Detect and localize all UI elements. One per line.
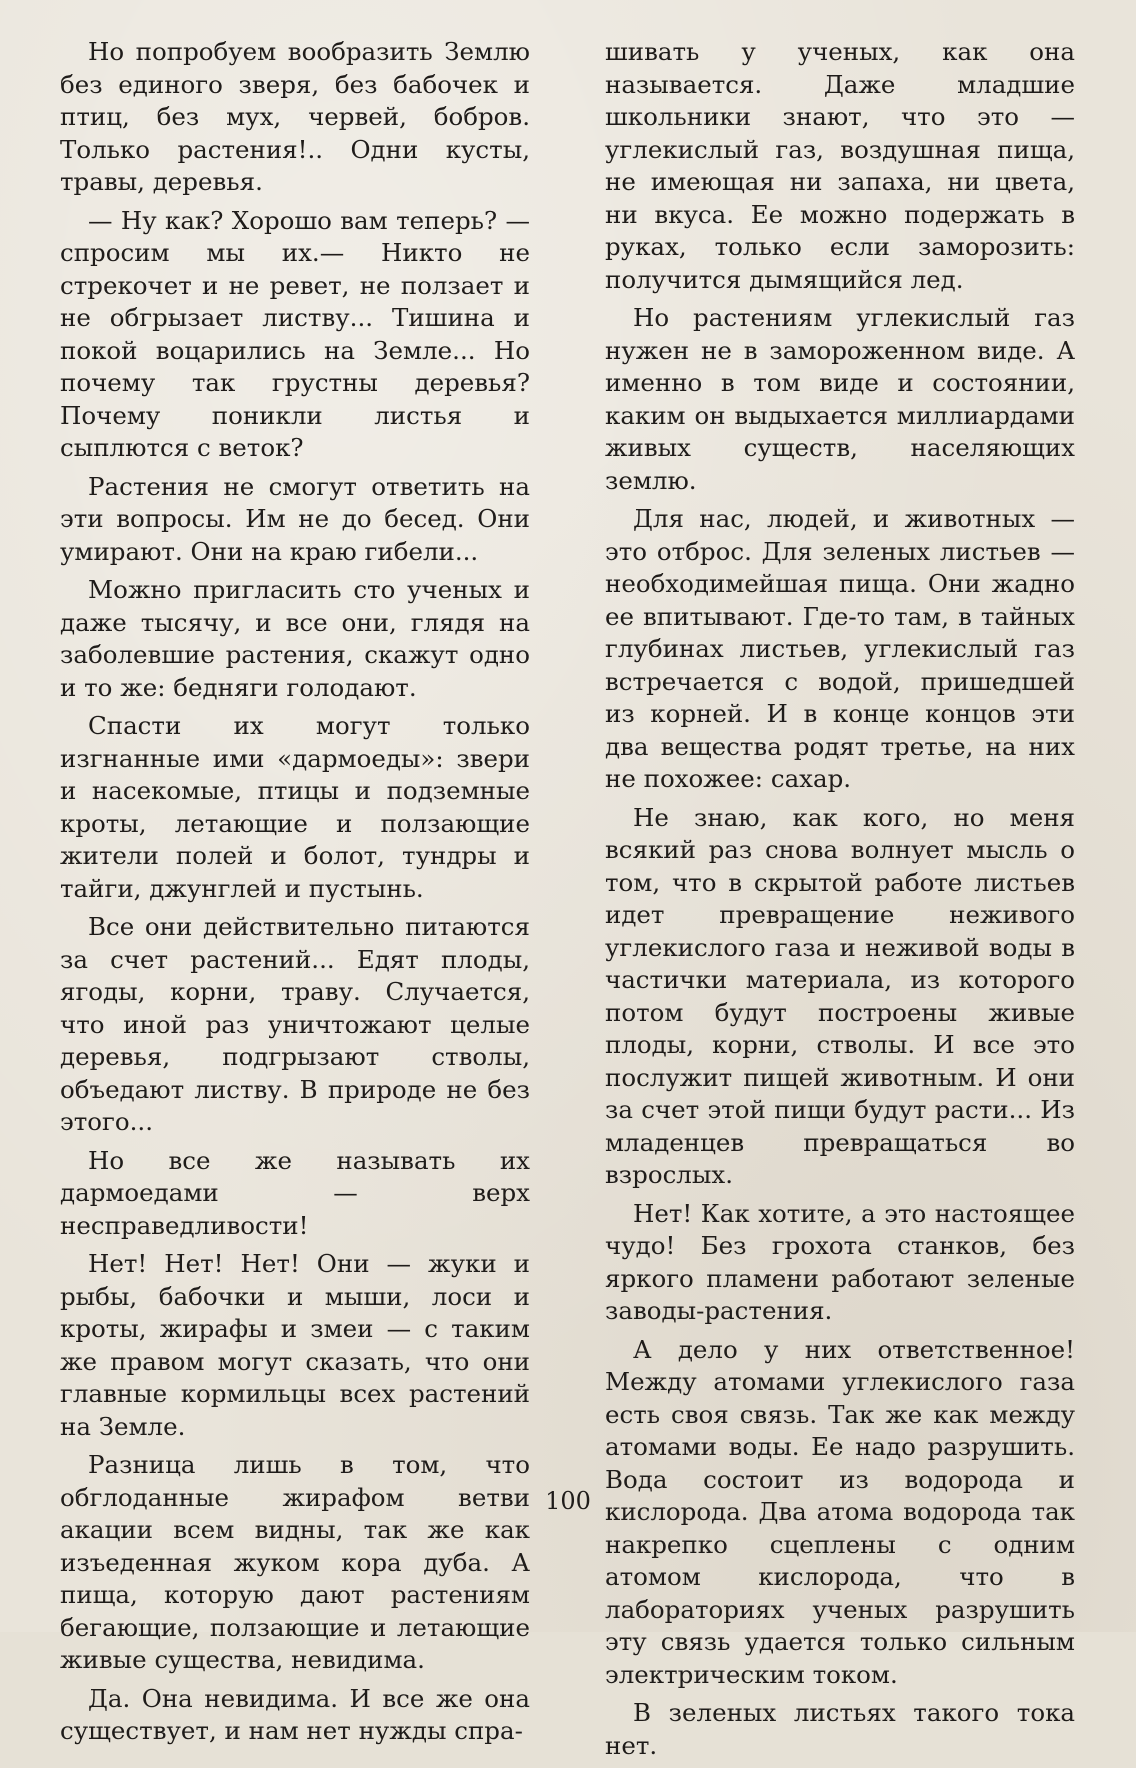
paragraph: Все они действительно питаются за счет растений... Едят плоды, ягоды, корни, траву. Случается, что иной раз уничтожают целые деревья, подгрызают стволы, объедают листву. В природе не без этого...: [60, 912, 530, 1136]
paragraph: Но все же называть их дармоедами — верх несправедливости!: [60, 1145, 530, 1240]
paragraph: Не знаю, как кого, но меня всякий раз снова волнует мысль о том, что в скрытой работе листьев идет превращение неживого углекислого газа и неживой воды в частички материала, из которого потом будут построены живые плоды, корни, стволы. И все это послужит пищей животным. И они за счет этой пищи будут расти... Из младенцев превращаться во взрослых.: [605, 802, 1075, 1189]
paragraph: В зеленых листьях такого тока нет.: [605, 1698, 1075, 1760]
paragraph: Нет! Как хотите, а это настоящее чудо! Без грохота станков, без яркого пламени работают зеленые заводы-растения.: [605, 1198, 1075, 1325]
paragraph: — Ну как? Хорошо вам теперь? — спросим мы их.— Никто не стрекочет и не ревет, не ползает и не обгрызает листву... Тишина и покой воцарились на Земле... Но почему так грустны деревья? Почему поникли листья и сыплются с веток?: [60, 205, 530, 462]
paragraph: Да. Она невидима. И все же она существует, и нам нет нужды спра-: [60, 1683, 530, 1745]
paragraph: Разница лишь в том, что обглоданные жирафом ветви акации всем видны, так же как изъеденная жуком кора дуба. А пища, которую дают растениям бегающие, ползающие и летающие живые существа, невидима.: [60, 1450, 530, 1674]
paragraph: Нет! Нет! Нет! Они — жуки и рыбы, бабочки и мыши, лоси и кроты, жирафы и змеи — с таким же правом могут сказать, что они главные кормильцы всех растений на Земле.: [60, 1249, 530, 1441]
page-number: 100: [545, 1487, 591, 1515]
paragraph: А дело у них ответственное! Между атомами углекислого газа есть своя связь. Так же как между атомами воды. Ее надо разрушить. Вода состоит из водорода и кислорода. Два атома водорода так накрепко сцеплены с одним атомом кислорода, что в лабораториях ученых разрушить эту связь удается только сильным электрическим током.: [605, 1334, 1075, 1689]
paragraph: Растения не смогут ответить на эти вопросы. Им не до бесед. Они умирают. Они на краю гибели...: [60, 471, 530, 566]
paragraph: Можно пригласить сто ученых и даже тысячу, и все они, глядя на заболевшие растения, скажут одно и то же: бедняги голодают.: [60, 575, 530, 702]
paragraph: Но растениям углекислый газ нужен не в замороженном виде. А именно в том виде и состоянии, каким он выдыхается миллиардами живых существ, населяющих землю.: [605, 303, 1075, 495]
paragraph: Спасти их могут только изгнанные ими «дармоеды»: звери и насекомые, птицы и подземные кроты, летающие и ползающие жители полей и болот, тундры и тайги, джунглей и пустынь.: [60, 711, 530, 903]
paragraph: Для нас, людей, и животных — это отброс. Для зеленых листьев — необходимейшая пища. Они жадно ее впитывают. Где-то там, в тайных глубинах листьев, углекислый газ встречается с водой, пришедшей из корней. И в конце концов эти два вещества родят третье, на них не похожее: сахар.: [605, 504, 1075, 793]
paragraph-continuation: шивать у ученых, как она называется. Даже младшие школьники знают, что это — углекислый газ, воздушная пища, не имеющая ни запаха, ни цвета, ни вкуса. Ее можно подержать в руках, только если заморозить: получится дымящийся лед.: [605, 37, 1075, 294]
paragraph: Но попробуем вообразить Землю без единого зверя, без бабочек и птиц, без мух, червей, бобров. Только растения!.. Одни кусты, травы, деревья.: [60, 37, 530, 196]
